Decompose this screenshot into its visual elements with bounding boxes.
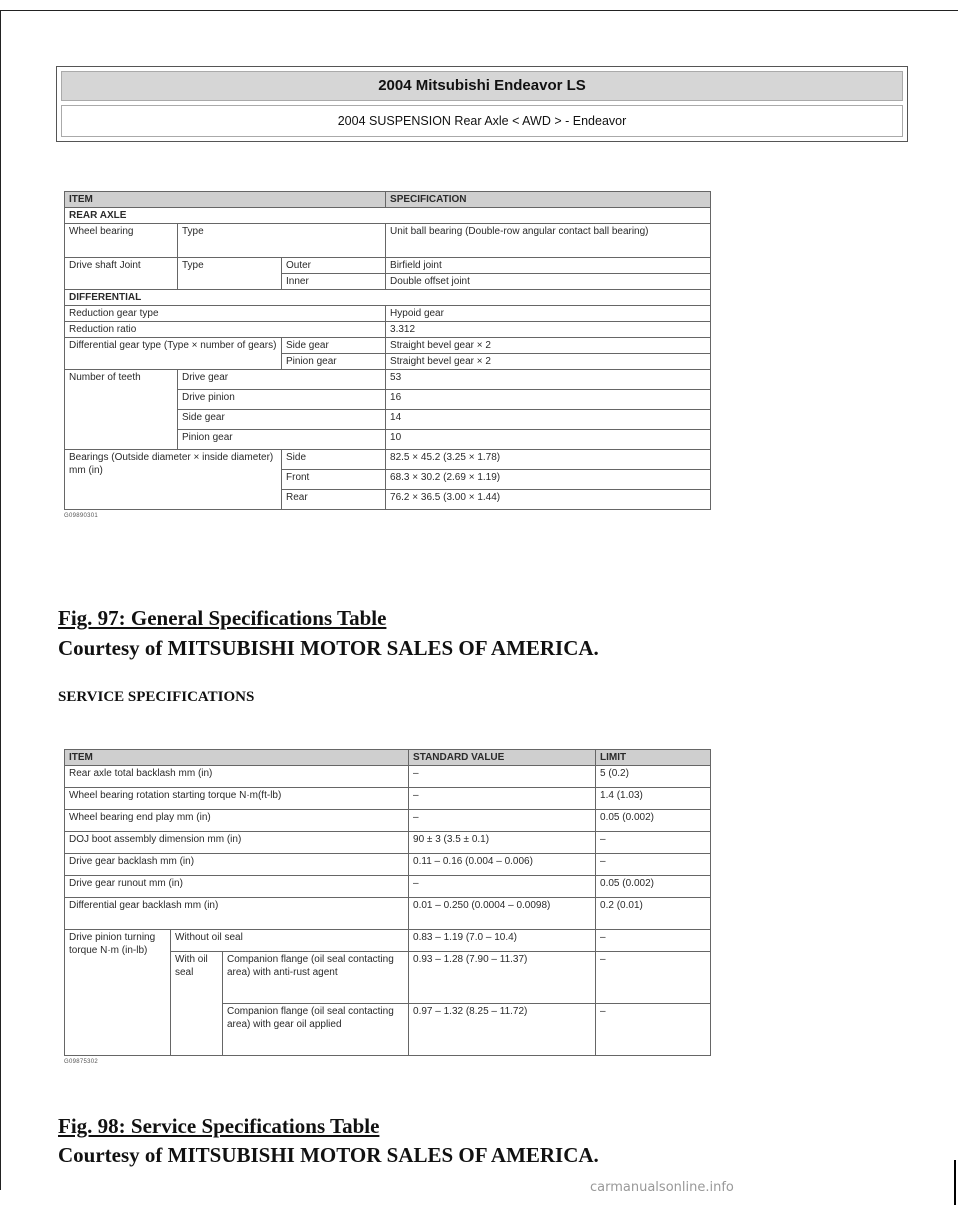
section-heading: SERVICE SPECIFICATIONS: [58, 689, 255, 705]
table-row: [65, 930, 711, 952]
table-row: [65, 208, 711, 224]
table-row: [65, 854, 711, 876]
table-cell: Rear axle total backlash mm (in): [65, 766, 409, 788]
table-cell: Side gear: [282, 338, 386, 354]
table-cell: Differential gear type (Type × number of gears): [65, 338, 282, 370]
col-item: ITEM: [65, 192, 386, 208]
table-cell: 3.312: [386, 322, 711, 338]
table-cell: Reduction gear type: [65, 306, 386, 322]
table-cell: –: [596, 930, 711, 952]
table-cell: DOJ boot assembly dimension mm (in): [65, 832, 409, 854]
table-cell: 53: [386, 370, 711, 390]
section-differential: DIFFERENTIAL: [65, 290, 711, 306]
table-cell: 1.4 (1.03): [596, 788, 711, 810]
table-row: [65, 766, 711, 788]
table-cell: 68.3 × 30.2 (2.69 × 1.19): [386, 470, 711, 490]
figure-code: G09890301: [64, 513, 99, 519]
table-cell: –: [409, 810, 596, 832]
table-cell: Reduction ratio: [65, 322, 386, 338]
table-cell: 14: [386, 410, 711, 430]
table-row: [65, 290, 711, 306]
table-row: [65, 832, 711, 854]
table-cell: 0.05 (0.002): [596, 810, 711, 832]
table-cell: Wheel bearing end play mm (in): [65, 810, 409, 832]
table-cell: Straight bevel gear × 2: [386, 338, 711, 354]
table-cell: Drive gear runout mm (in): [65, 876, 409, 898]
table-row: [65, 370, 711, 390]
right-rule: [954, 1160, 956, 1205]
table-header-row: [65, 750, 711, 766]
col-limit: LIMIT: [596, 750, 711, 766]
table-cell: Drive gear: [178, 370, 386, 390]
table-cell: 16: [386, 390, 711, 410]
table-cell: Inner: [282, 274, 386, 290]
table-cell: Rear: [282, 490, 386, 510]
table-cell: Straight bevel gear × 2: [386, 354, 711, 370]
figure-98-link[interactable]: Fig. 98: Service Specifications Table: [58, 1114, 380, 1138]
table-cell: With oil seal: [171, 952, 223, 1056]
table-cell: 0.01 – 0.250 (0.0004 – 0.0098): [409, 898, 596, 930]
table-row: [65, 258, 711, 274]
table-cell: 82.5 × 45.2 (3.25 × 1.78): [386, 450, 711, 470]
courtesy-line-2: Courtesy of MITSUBISHI MOTOR SALES OF AMERICA.: [58, 1143, 599, 1167]
table-cell: 10: [386, 430, 711, 450]
table-cell: Hypoid gear: [386, 306, 711, 322]
table-cell: Drive pinion turning torque N·m (in-lb): [65, 930, 171, 1056]
header-title: 2004 Mitsubishi Endeavor LS: [61, 71, 903, 101]
table-cell: –: [409, 876, 596, 898]
table-cell: Front: [282, 470, 386, 490]
table-cell: 90 ± 3 (3.5 ± 0.1): [409, 832, 596, 854]
table-cell: –: [409, 788, 596, 810]
table-cell: –: [596, 1004, 711, 1056]
table-cell: –: [409, 766, 596, 788]
table-cell: 0.2 (0.01): [596, 898, 711, 930]
table-row: [65, 898, 711, 930]
table-row: [65, 810, 711, 832]
table-cell: –: [596, 832, 711, 854]
table-cell: Type: [178, 224, 386, 258]
table-cell: Side gear: [178, 410, 386, 430]
table-cell: Drive gear backlash mm (in): [65, 854, 409, 876]
table-cell: –: [596, 854, 711, 876]
figure-98-caption: [58, 1114, 379, 1139]
table-cell: Drive shaft Joint: [65, 258, 178, 290]
table-cell: Pinion gear: [282, 354, 386, 370]
figure-97-link[interactable]: Fig. 97: General Specifications Table: [58, 606, 387, 630]
table-cell: Outer: [282, 258, 386, 274]
table-cell: Side: [282, 450, 386, 470]
table-cell: 0.05 (0.002): [596, 876, 711, 898]
table-cell: Companion flange (oil seal contacting area) with gear oil applied: [223, 1004, 409, 1056]
table-cell: 0.83 – 1.19 (7.0 – 10.4): [409, 930, 596, 952]
table-row: [65, 224, 711, 258]
table-cell: Pinion gear: [178, 430, 386, 450]
courtesy-line-1: Courtesy of MITSUBISHI MOTOR SALES OF AMERICA.: [58, 636, 599, 660]
table-cell: Companion flange (oil seal contacting area) with anti-rust agent: [223, 952, 409, 1004]
table-cell: 5 (0.2): [596, 766, 711, 788]
table-cell: 0.93 – 1.28 (7.90 – 11.37): [409, 952, 596, 1004]
table-row: [65, 322, 711, 338]
table-cell: Bearings (Outside diameter × inside diameter) mm (in): [65, 450, 282, 510]
table-cell: Wheel bearing: [65, 224, 178, 258]
table-cell: Wheel bearing rotation starting torque N·m(ft-lb): [65, 788, 409, 810]
table-row: [65, 450, 711, 470]
header-subtitle: 2004 SUSPENSION Rear Axle < AWD > - Endeavor: [61, 105, 903, 137]
figure-code: G09875302: [64, 1059, 99, 1065]
table-cell: Double offset joint: [386, 274, 711, 290]
col-standard-value: STANDARD VALUE: [409, 750, 596, 766]
service-specifications-table: [64, 749, 710, 1065]
table-header-row: [65, 192, 711, 208]
table-cell: Without oil seal: [171, 930, 409, 952]
table-cell: Unit ball bearing (Double-row angular contact ball bearing): [386, 224, 711, 258]
figure-97-caption: [58, 606, 386, 631]
table-cell: 0.97 – 1.32 (8.25 – 11.72): [409, 1004, 596, 1056]
document-header: [56, 66, 908, 142]
table-cell: 0.11 – 0.16 (0.004 – 0.006): [409, 854, 596, 876]
general-specifications-table: [64, 191, 710, 519]
col-item: ITEM: [65, 750, 409, 766]
table-cell: Number of teeth: [65, 370, 178, 450]
table-cell: Drive pinion: [178, 390, 386, 410]
table-cell: Differential gear backlash mm (in): [65, 898, 409, 930]
table-cell: Birfield joint: [386, 258, 711, 274]
table-cell: –: [596, 952, 711, 1004]
table-row: [65, 876, 711, 898]
table-cell: Type: [178, 258, 282, 290]
section-rear-axle: REAR AXLE: [65, 208, 711, 224]
col-specification: SPECIFICATION: [386, 192, 711, 208]
table-row: [65, 338, 711, 354]
table-row: [65, 788, 711, 810]
watermark: carmanualsonline.info: [590, 1180, 734, 1195]
table-row: [65, 306, 711, 322]
table-cell: 76.2 × 36.5 (3.00 × 1.44): [386, 490, 711, 510]
